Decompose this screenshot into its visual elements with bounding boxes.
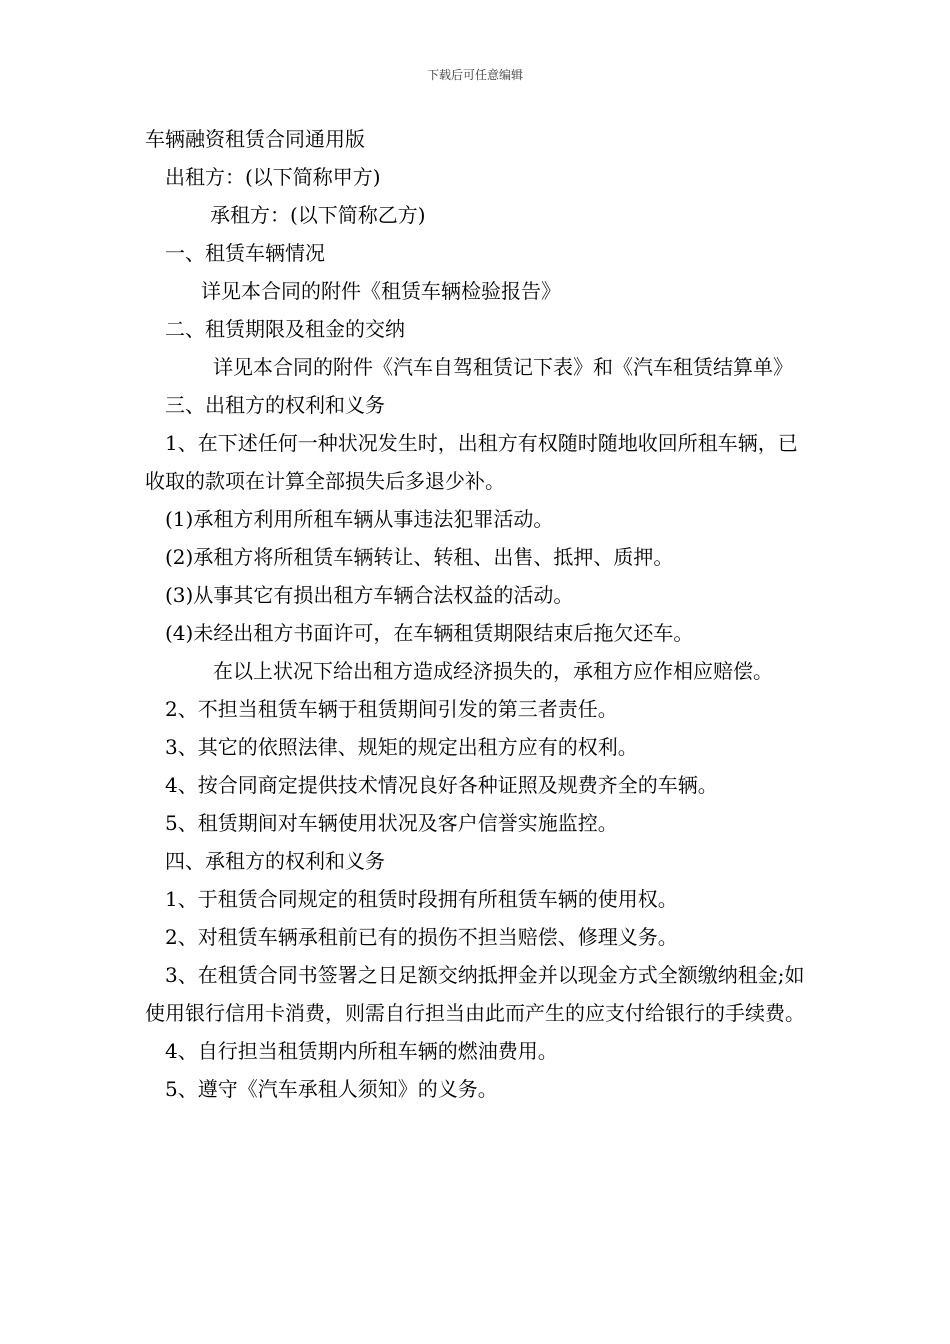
section-3-item-1: 1、在下述任何一种状况发生时，出租方有权随时随地收回所租车辆，已收取的款项在计算全部损失后多退少补。 xyxy=(145,431,798,493)
section-3-item-5: 5、租赁期间对车辆使用状况及客户信誉实施监控。 xyxy=(165,811,618,835)
section-3-sub-3: (3)从事其它有损出租方车辆合法权益的活动。 xyxy=(165,583,574,607)
document-title: 车辆融资租赁合同通用版 xyxy=(145,127,365,151)
section-4-item-4: 4、自行担当租赁期内所租车辆的燃油费用。 xyxy=(165,1039,558,1063)
section-1-heading: 一、租赁车辆情况 xyxy=(165,241,325,265)
section-3-sub-4: (4)未经出租方书面许可，在车辆租赁期限结束后拖欠还车。 xyxy=(165,621,694,645)
document-body xyxy=(145,120,810,1108)
section-4-item-3: 3、在租赁合同书签署之日足额交纳抵押金并以现金方式全额缴纳租金;如使用银行信用卡消费，则需自行担当由此而产生的应支付给银行的手续费。 xyxy=(145,963,805,1025)
section-4-item-1: 1、于租赁合同规定的租赁时段拥有所租赁车辆的使用权。 xyxy=(165,887,678,911)
section-3-compensation: 在以上状况下给出租方造成经济损失的，承租方应作相应赔偿。 xyxy=(213,659,773,683)
page-header: 下载后可任意编辑 xyxy=(426,68,523,82)
section-3-item-2: 2、不担当租赁车辆于租赁期间引发的第三者责任。 xyxy=(165,697,618,721)
lessee-line: 承租方：(以下简称乙方) xyxy=(210,203,426,227)
section-2-heading: 二、租赁期限及租金的交纳 xyxy=(165,317,405,341)
section-3-sub-2: (2)承租方将所租赁车辆转让、转租、出售、抵押、质押。 xyxy=(165,545,674,569)
section-4-item-5: 5、遵守《汽车承租人须知》的义务。 xyxy=(165,1077,498,1101)
section-3-item-3: 3、其它的依照法律、规矩的规定出租方应有的权利。 xyxy=(165,735,638,759)
section-3-sub-1: (1)承租方利用所租车辆从事违法犯罪活动。 xyxy=(165,507,554,531)
section-4-item-2: 2、对租赁车辆承租前已有的损伤不担当赔偿、修理义务。 xyxy=(165,925,678,949)
section-1-body: 详见本合同的附件《租赁车辆检验报告》 xyxy=(201,279,561,303)
section-3-heading: 三、出租方的权利和义务 xyxy=(165,393,385,417)
lessor-line: 出租方：(以下简称甲方) xyxy=(165,165,381,189)
section-4-heading: 四、承租方的权利和义务 xyxy=(165,849,385,873)
section-3-item-4: 4、按合同商定提供技术情况良好各种证照及规费齐全的车辆。 xyxy=(165,773,718,797)
section-2-body: 详见本合同的附件《汽车自驾租赁记下表》和《汽车租赁结算单》 xyxy=(213,355,793,379)
